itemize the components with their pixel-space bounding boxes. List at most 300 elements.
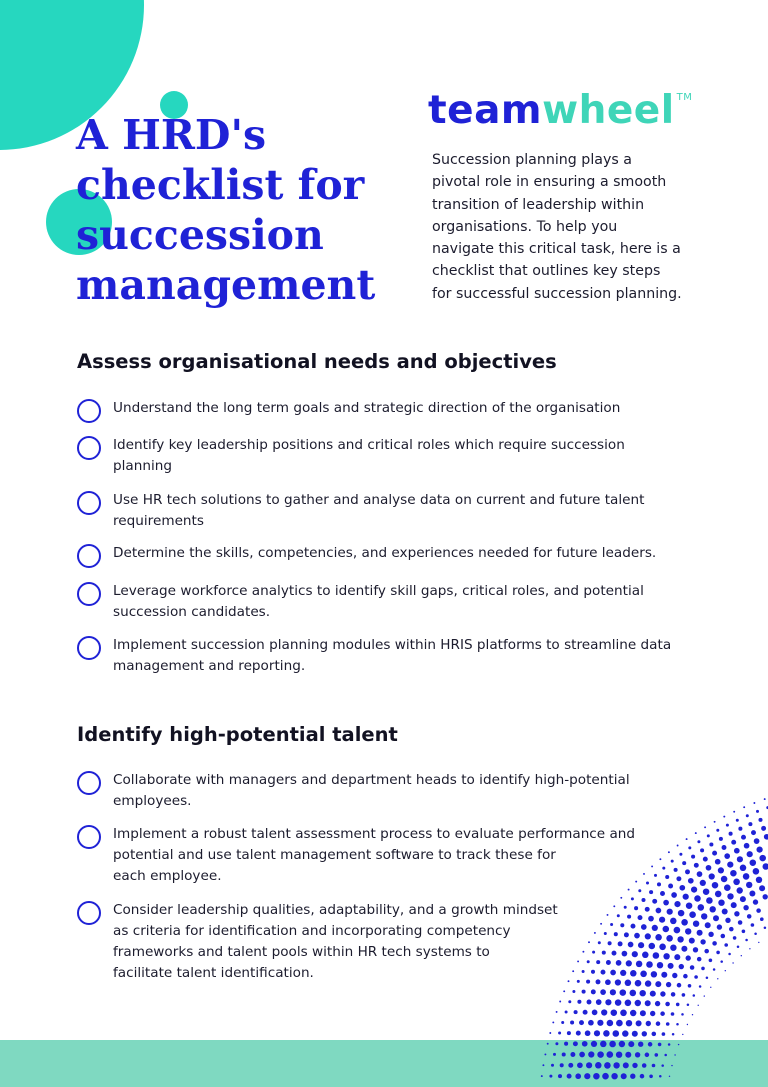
section-heading-identify: Identify high-potential talent — [77, 723, 398, 746]
halftone-dot — [605, 999, 611, 1005]
halftone-dot — [695, 832, 697, 834]
halftone-dot — [652, 899, 657, 904]
halftone-dot — [594, 932, 596, 934]
halftone-dot — [747, 914, 752, 919]
halftone-dot — [737, 856, 743, 862]
halftone-dot — [699, 985, 702, 988]
halftone-dot — [685, 869, 690, 874]
halftone-dot — [694, 895, 701, 902]
halftone-dot — [610, 923, 613, 926]
halftone-dot — [668, 963, 674, 969]
halftone-dot — [703, 857, 708, 862]
halftone-dot — [676, 876, 681, 881]
halftone-dot — [638, 915, 643, 920]
halftone-dot — [659, 858, 661, 860]
halftone-dot — [625, 980, 632, 987]
halftone-dot — [679, 885, 685, 891]
halftone-dot — [744, 843, 750, 849]
halftone-dot — [620, 989, 627, 996]
intro-line: pivotal role in ensuring a smooth — [432, 174, 667, 191]
halftone-dot — [642, 952, 649, 959]
halftone-dot — [694, 975, 698, 979]
checklist-item-text — [113, 824, 635, 887]
halftone-dot — [725, 918, 730, 923]
halftone-dot — [648, 916, 654, 922]
halftone-dot — [582, 970, 585, 973]
halftone-dot — [674, 927, 681, 934]
checkbox-circle-icon[interactable] — [77, 491, 101, 515]
halftone-dot — [677, 983, 682, 988]
halftone-dot — [650, 1011, 655, 1016]
halftone-dot — [640, 1010, 646, 1016]
halftone-dot — [690, 965, 695, 970]
halftone-dot — [719, 837, 723, 841]
halftone-dot — [697, 871, 703, 877]
halftone-dot — [741, 955, 742, 956]
halftone-dot — [660, 1011, 665, 1016]
halftone-dot — [734, 848, 740, 854]
halftone-dot — [577, 980, 580, 983]
halftone-dot — [753, 868, 760, 875]
halftone-dot — [666, 935, 673, 942]
halftone-dot — [628, 942, 634, 948]
halftone-dot — [754, 932, 757, 935]
item-line: Understand the long term goals and strategic direction of the organisation — [113, 400, 621, 416]
halftone-dot — [743, 806, 745, 808]
halftone-dot — [561, 1021, 564, 1024]
halftone-dot — [663, 926, 670, 933]
halftone-dot — [718, 867, 724, 873]
halftone-dot — [634, 906, 638, 910]
halftone-dot — [649, 943, 656, 950]
halftone-dot — [743, 905, 748, 910]
halftone-dot — [605, 979, 611, 985]
checkbox-circle-icon[interactable] — [77, 901, 101, 925]
halftone-dot — [732, 962, 733, 963]
item-line: Use HR tech solutions to gather and analyse data on current and future talent — [113, 492, 645, 508]
halftone-dot — [700, 939, 705, 944]
halftone-dot — [671, 892, 677, 898]
halftone-dot — [677, 936, 683, 942]
halftone-dot — [632, 951, 638, 957]
halftone-dot — [746, 814, 749, 817]
halftone-dot — [749, 948, 750, 949]
halftone-dot — [751, 830, 756, 835]
title-line: A HRD's — [76, 111, 267, 159]
halftone-dot — [681, 919, 688, 926]
title-line: checklist for — [76, 161, 365, 209]
halftone-dot — [701, 913, 707, 919]
halftone-dot — [646, 1021, 651, 1026]
halftone-dot — [655, 1001, 660, 1006]
halftone-dot — [705, 922, 711, 928]
halftone-dot — [682, 861, 686, 865]
halftone-dot — [653, 952, 660, 959]
halftone-dot — [717, 978, 718, 979]
checkbox-circle-icon[interactable] — [77, 825, 101, 849]
page-title — [76, 110, 396, 310]
halftone-dot — [574, 1010, 578, 1014]
item-line: Leverage workforce analytics to identify skill gaps, critical roles, and potential — [113, 583, 644, 599]
halftone-dot — [666, 982, 671, 987]
halftone-dot — [688, 878, 694, 884]
halftone-dot — [716, 951, 720, 955]
halftone-dot — [691, 855, 695, 859]
logo-trademark: TM — [676, 92, 693, 103]
halftone-dot — [721, 934, 726, 939]
halftone-dot — [591, 989, 596, 994]
logo-part-wheel: wheel — [542, 88, 675, 133]
halftone-dot — [594, 1030, 600, 1036]
halftone-dot — [576, 1031, 581, 1036]
halftone-dot — [706, 977, 709, 980]
halftone-dot — [654, 874, 657, 877]
intro-line: organisations. To help you — [432, 218, 618, 235]
halftone-dot — [549, 1032, 551, 1034]
halftone-dot — [712, 941, 717, 946]
halftone-dot — [704, 826, 706, 828]
halftone-dot — [620, 1010, 627, 1017]
halftone-dot — [694, 863, 699, 868]
halftone-dot — [624, 906, 627, 909]
halftone-dot — [620, 970, 626, 976]
halftone-dot — [712, 851, 717, 856]
halftone-dot — [577, 960, 579, 962]
halftone-dot — [713, 915, 719, 921]
halftone-dot — [668, 884, 673, 889]
halftone-dot — [635, 980, 642, 987]
halftone-dot — [643, 873, 645, 875]
halftone-dot — [645, 1000, 651, 1006]
halftone-dot — [624, 932, 629, 937]
halftone-dot — [692, 1014, 693, 1015]
halftone-dot — [731, 840, 736, 845]
intro-line: Succession planning plays a — [432, 152, 632, 168]
halftone-dot — [601, 1009, 607, 1015]
halftone-dot — [610, 970, 616, 976]
halftone-dot — [630, 1010, 636, 1016]
checklist-item-text — [113, 581, 644, 623]
halftone-dot — [630, 990, 637, 997]
halftone-dot — [659, 944, 666, 951]
halftone-dot — [682, 1034, 683, 1035]
halftone-dot — [596, 960, 600, 964]
halftone-dot — [556, 1011, 558, 1013]
halftone-dot — [625, 1000, 632, 1007]
checkbox-circle-icon[interactable] — [77, 636, 101, 660]
item-line: each employee. — [113, 868, 222, 884]
halftone-dot — [620, 923, 624, 927]
halftone-dot — [759, 855, 766, 862]
halftone-dot — [693, 994, 696, 997]
halftone-dot — [585, 1030, 591, 1036]
intro-paragraph — [432, 149, 732, 305]
halftone-dot — [601, 970, 606, 975]
halftone-dot — [583, 1010, 588, 1015]
section-heading-assess: Assess organisational needs and objectives — [77, 350, 557, 373]
halftone-dot — [725, 970, 726, 971]
halftone-dot — [568, 980, 570, 982]
halftone-dot — [733, 879, 740, 886]
halftone-dot — [683, 974, 688, 979]
halftone-dot — [721, 876, 728, 883]
halftone-dot — [740, 896, 746, 902]
halftone-dot — [697, 840, 700, 843]
halftone-dot — [668, 851, 670, 853]
halftone-dot — [631, 897, 634, 900]
halftone-dot — [738, 827, 742, 831]
halftone-dot — [724, 884, 731, 891]
halftone-dot — [652, 925, 658, 931]
item-line: requirements — [113, 513, 204, 529]
halftone-dot — [723, 816, 725, 818]
halftone-dot — [552, 1021, 554, 1023]
halftone-dot — [733, 811, 735, 813]
footer-band — [0, 1040, 768, 1087]
halftone-dot — [689, 911, 696, 918]
checkbox-circle-icon[interactable] — [77, 544, 101, 568]
item-line: employees. — [113, 793, 192, 809]
halftone-dot — [708, 932, 713, 937]
checklist-item-text — [113, 398, 620, 419]
halftone-dot — [592, 1010, 598, 1016]
checkbox-circle-icon[interactable] — [77, 582, 101, 606]
halftone-dot — [687, 1024, 688, 1025]
halftone-dot — [671, 1012, 675, 1016]
halftone-dot — [706, 897, 713, 904]
halftone-dot — [746, 882, 752, 888]
halftone-dot — [693, 920, 699, 926]
halftone-dot — [651, 865, 653, 867]
checkbox-circle-icon[interactable] — [77, 771, 101, 795]
halftone-dot — [718, 899, 724, 905]
halftone-dot — [756, 877, 762, 883]
halftone-dot — [568, 1000, 571, 1003]
halftone-dot — [751, 923, 755, 927]
halftone-dot — [763, 863, 768, 870]
halftone-dot — [636, 1020, 642, 1026]
halftone-dot — [749, 891, 755, 897]
halftone-dot — [720, 960, 723, 963]
halftone-dot — [641, 898, 645, 902]
halftone-dot — [660, 991, 665, 996]
halftone-dot — [748, 822, 752, 826]
halftone-dot — [764, 834, 768, 840]
halftone-dot — [670, 944, 676, 950]
halftone-dot — [665, 1002, 670, 1007]
halftone-dot — [722, 909, 728, 915]
halftone-dot — [736, 819, 739, 822]
halftone-dot — [639, 990, 645, 996]
halftone-dot — [614, 932, 618, 936]
halftone-dot — [742, 930, 746, 934]
halftone-dot — [656, 1021, 661, 1026]
halftone-dot — [724, 943, 728, 947]
halftone-dot — [630, 970, 637, 977]
halftone-dot — [672, 973, 677, 978]
halftone-dot — [691, 886, 697, 892]
halftone-dot — [688, 984, 692, 988]
checklist-item-text — [113, 770, 630, 812]
halftone-dot — [686, 838, 688, 840]
halftone-dot — [712, 882, 719, 889]
halftone-dot — [582, 990, 586, 994]
halftone-dot — [727, 861, 733, 867]
item-line: Determine the skills, competencies, and experiences needed for future leaders. — [113, 545, 657, 561]
halftone-dot — [645, 907, 650, 912]
halftone-dot — [698, 1005, 699, 1006]
halftone-dot — [698, 904, 705, 911]
checkbox-circle-icon[interactable] — [77, 436, 101, 460]
halftone-dot — [656, 908, 662, 914]
halftone-dot — [667, 909, 673, 915]
halftone-dot — [678, 910, 685, 917]
halftone-dot — [758, 942, 759, 943]
halftone-dot — [563, 990, 565, 992]
halftone-dot — [730, 870, 737, 877]
halftone-dot — [717, 924, 722, 929]
halftone-dot — [638, 942, 644, 948]
halftone-dot — [613, 905, 615, 907]
halftone-dot — [681, 946, 687, 952]
halftone-dot — [598, 941, 601, 944]
halftone-dot — [738, 920, 743, 925]
checklist-item-text — [113, 543, 656, 564]
halftone-dot — [588, 1020, 594, 1026]
checklist-item-text — [113, 635, 671, 677]
halftone-dot — [734, 911, 739, 916]
halftone-dot — [763, 894, 768, 899]
halftone-dot — [579, 1020, 584, 1025]
halftone-dot — [713, 968, 716, 971]
checkbox-circle-icon[interactable] — [77, 399, 101, 423]
halftone-dot — [588, 941, 590, 943]
halftone-dot — [663, 953, 669, 959]
item-line: succession candidates. — [113, 604, 271, 620]
halftone-dot — [685, 928, 691, 934]
halftone-dot — [636, 961, 643, 968]
halftone-dot — [638, 889, 641, 892]
halftone-dot — [679, 853, 682, 856]
halftone-dot — [616, 960, 622, 966]
halftone-dot — [710, 987, 711, 988]
halftone-dot — [709, 906, 715, 912]
halftone-dot — [674, 901, 680, 907]
halftone-dot — [671, 860, 674, 863]
halftone-dot — [753, 899, 758, 904]
halftone-dot — [709, 873, 715, 879]
halftone-dot — [756, 846, 762, 852]
halftone-dot — [704, 995, 705, 996]
halftone-dot — [672, 1033, 675, 1036]
halftone-dot — [604, 932, 607, 935]
halftone-dot — [660, 891, 665, 896]
halftone-dot — [709, 842, 713, 846]
halftone-dot — [715, 891, 722, 898]
halftone-dot — [626, 960, 632, 966]
halftone-dot — [635, 1000, 641, 1006]
halftone-dot — [728, 953, 731, 956]
halftone-dot — [677, 845, 679, 847]
halftone-dot — [661, 972, 667, 978]
halftone-dot — [597, 1020, 603, 1026]
halftone-dot — [631, 924, 636, 929]
halftone-dot — [618, 941, 623, 946]
halftone-dot — [642, 1031, 647, 1036]
halftone-dot — [663, 900, 669, 906]
halftone-dot — [634, 933, 640, 939]
item-line: facilitate talent identification. — [113, 965, 314, 981]
halftone-dot — [626, 1020, 632, 1026]
halftone-dot — [635, 881, 637, 883]
halftone-dot — [612, 951, 617, 956]
item-line: frameworks and talent pools within HR tech systems to — [113, 944, 490, 960]
halftone-dot — [570, 1020, 574, 1024]
halftone-dot — [736, 887, 742, 893]
halftone-dot — [716, 829, 719, 832]
halftone-dot — [651, 971, 657, 977]
halftone-dot — [610, 989, 616, 995]
item-line: Implement a robust talent assessment process to evaluate performance and — [113, 826, 636, 842]
halftone-dot — [655, 981, 661, 987]
halftone-dot — [640, 971, 647, 978]
logo-part-team: team — [428, 88, 543, 133]
halftone-dot — [615, 999, 622, 1006]
halftone-dot — [616, 1020, 623, 1027]
halftone-dot — [759, 885, 765, 891]
halftone-dot — [608, 941, 612, 945]
halftone-dot — [729, 927, 734, 932]
halftone-dot — [582, 951, 584, 953]
halftone-dot — [671, 992, 676, 997]
halftone-dot — [665, 875, 669, 879]
checklist-item-text — [113, 490, 644, 532]
halftone-dot — [714, 821, 716, 823]
halftone-dot — [674, 954, 680, 960]
halftone-dot — [641, 924, 647, 930]
halftone-dot — [659, 917, 665, 923]
item-line: potential and use talent management software to track these for — [113, 847, 556, 863]
halftone-dot — [650, 991, 656, 997]
halftone-dot — [700, 848, 704, 852]
halftone-dot — [622, 951, 628, 957]
halftone-dot — [729, 832, 733, 836]
halftone-dot — [682, 993, 686, 997]
checklist-item-text — [113, 435, 625, 477]
halftone-dot — [628, 889, 630, 891]
halftone-dot — [646, 961, 653, 968]
halftone-dot — [703, 888, 710, 895]
halftone-dot — [745, 939, 748, 942]
halftone-dot — [586, 980, 590, 984]
halftone-dot — [657, 882, 661, 886]
halftone-dot — [600, 989, 606, 995]
halftone-dot — [740, 865, 747, 872]
halftone-dot — [688, 846, 691, 849]
halftone-dot — [558, 1032, 561, 1035]
halftone-dot — [627, 915, 631, 919]
halftone-dot — [674, 868, 678, 872]
halftone-dot — [615, 979, 621, 985]
halftone-dot — [591, 970, 595, 974]
halftone-dot — [645, 980, 651, 986]
halftone-dot — [756, 810, 759, 813]
halftone-dot — [737, 946, 740, 949]
halftone-dot — [727, 893, 733, 899]
halftone-dot — [606, 960, 611, 965]
intro-line: for successful succession planning. — [432, 285, 682, 302]
halftone-dot — [764, 927, 767, 930]
